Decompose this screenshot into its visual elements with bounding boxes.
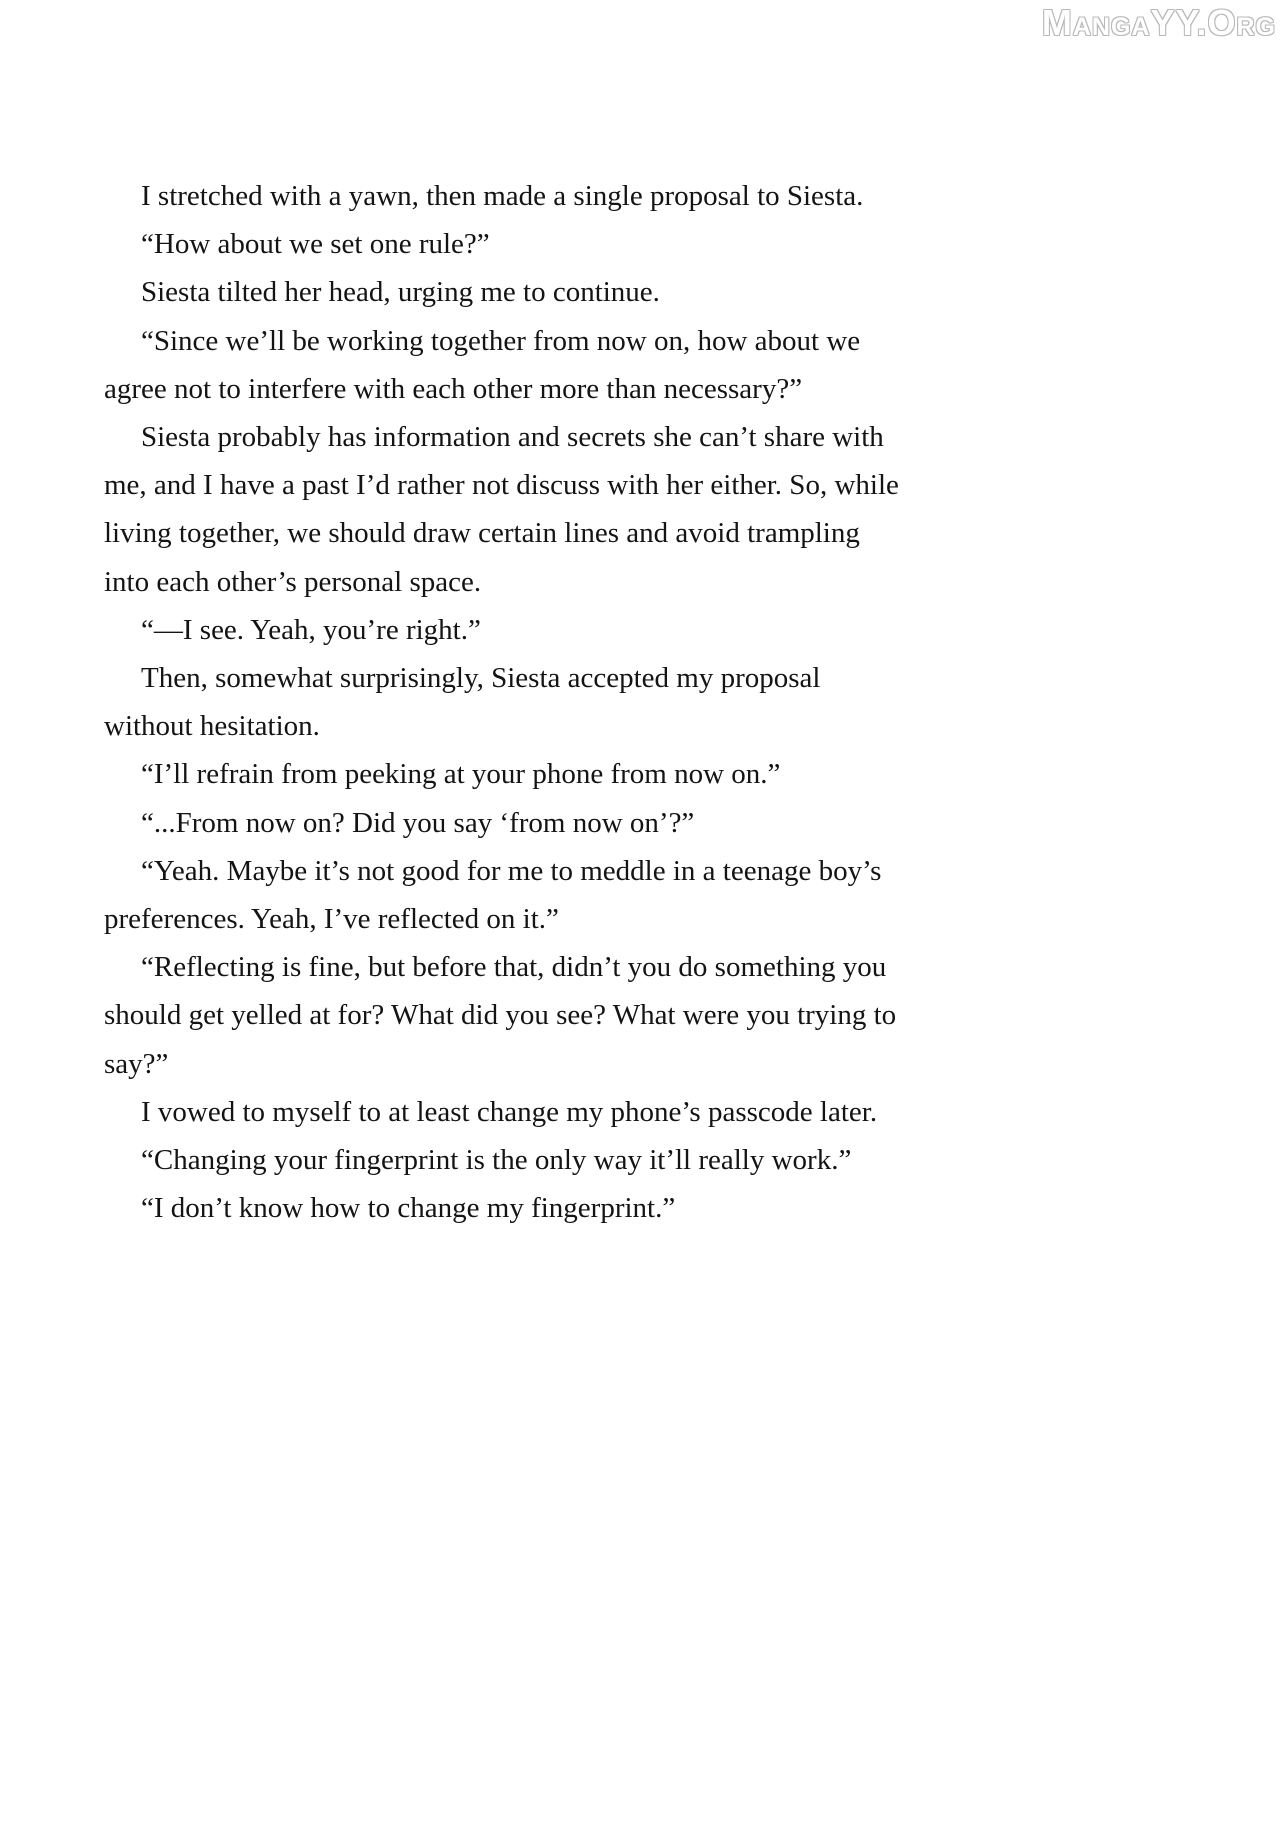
text-line: “How about we set one rule?” bbox=[141, 228, 490, 261]
text-line: “Yeah. Maybe it’s not good for me to meddle in a teenage boy’s bbox=[141, 854, 882, 887]
watermark-logo: MangaYY.Org bbox=[1041, 2, 1276, 43]
text-line: “...From now on? Did you say ‘from now on’?” bbox=[141, 806, 695, 839]
text-line: me, and I have a past I’d rather not discuss with her either. So, while bbox=[104, 469, 899, 502]
text-line: “Changing your fingerprint is the only way it’ll really work.” bbox=[141, 1144, 852, 1177]
text-line: “I’ll refrain from peeking at your phone from now on.” bbox=[141, 758, 781, 791]
text-line: I vowed to myself to at least change my phone’s passcode later. bbox=[141, 1095, 878, 1128]
text-line: “—I see. Yeah, you’re right.” bbox=[141, 613, 481, 646]
text-line: say?” bbox=[104, 1047, 169, 1080]
text-line: Siesta tilted her head, urging me to continue. bbox=[141, 276, 660, 309]
text-line: preferences. Yeah, I’ve reflected on it.” bbox=[104, 903, 559, 936]
text-line: without hesitation. bbox=[104, 710, 320, 743]
text-line: “I don’t know how to change my fingerprint.” bbox=[141, 1192, 676, 1225]
text-line: I stretched with a yawn, then made a single proposal to Siesta. bbox=[141, 180, 864, 212]
text-line: into each other’s personal space. bbox=[104, 565, 482, 598]
text-line: agree not to interfere with each other more than necessary?” bbox=[104, 372, 803, 405]
text-line: “Since we’ll be working together from now on, how about we bbox=[141, 324, 861, 357]
text-line: “Reflecting is fine, but before that, didn’t you do something you bbox=[141, 951, 887, 984]
text-line: should get yelled at for? What did you see? What were you trying to bbox=[104, 999, 897, 1032]
text-line: living together, we should draw certain lines and avoid trampling bbox=[104, 517, 860, 550]
text-line: Then, somewhat surprisingly, Siesta accepted my proposal bbox=[141, 662, 821, 695]
novel-text-block bbox=[104, 172, 1024, 1232]
text-line: Siesta probably has information and secrets she can’t share with bbox=[141, 421, 884, 454]
